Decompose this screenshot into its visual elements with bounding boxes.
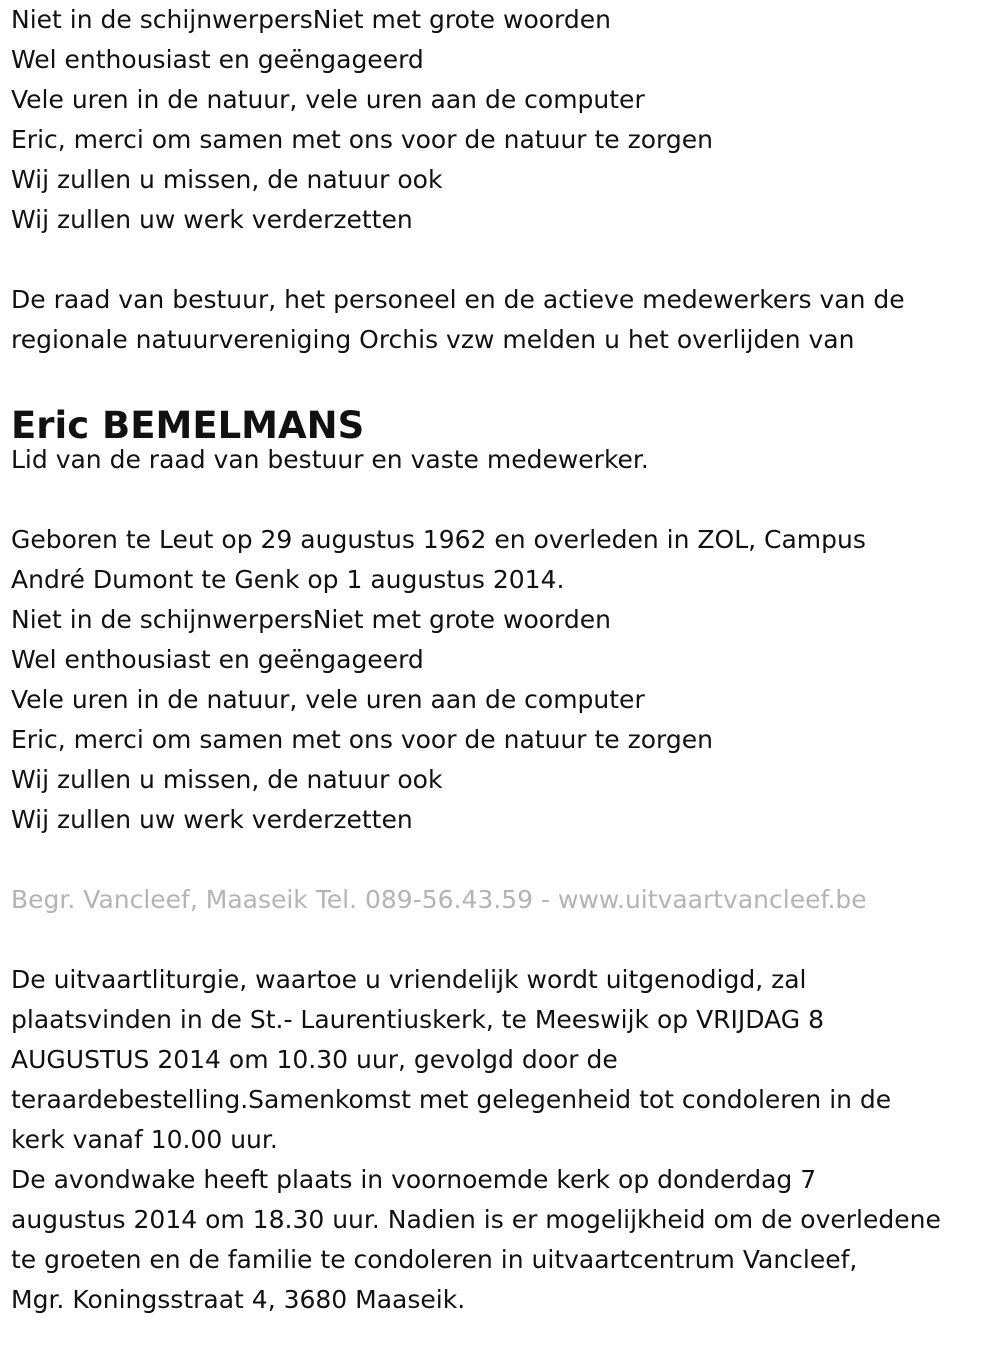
spacer	[11, 840, 996, 880]
poem-line: Niet in de schijnwerpersNiet met grote woorden	[11, 5, 611, 34]
announcement	[11, 280, 996, 360]
deceased-role: Lid van de raad van bestuur en vaste medewerker.	[11, 445, 649, 474]
funeral-info	[11, 960, 996, 1320]
poem-line: Vele uren in de natuur, vele uren aan de computer	[11, 85, 645, 114]
funeral-line: te groeten en de familie te condoleren in uitvaartcentrum Vancleef,	[11, 1245, 858, 1274]
poem-line: Wij zullen u missen, de natuur ook	[11, 765, 443, 794]
poem-line: Eric, merci om samen met ons voor de natuur te zorgen	[11, 725, 713, 754]
birth-death-line: Geboren te Leut op 29 augustus 1962 en overleden in ZOL, Campus	[11, 525, 866, 554]
spacer	[11, 920, 996, 960]
obituary-document	[11, 0, 996, 1320]
funeral-line: De uitvaartliturgie, waartoe u vriendelijk wordt uitgenodigd, zal	[11, 965, 807, 994]
poem-line: Wij zullen u missen, de natuur ook	[11, 165, 443, 194]
poem-line: Wel enthousiast en geëngageerd	[11, 45, 424, 74]
poem-line: Wij zullen uw werk verderzetten	[11, 205, 413, 234]
spacer	[11, 360, 996, 400]
poem-top	[11, 0, 996, 240]
spacer	[11, 480, 996, 520]
poem-line: Niet in de schijnwerpersNiet met grote woorden	[11, 605, 611, 634]
funeral-line: Mgr. Koningsstraat 4, 3680 Maaseik.	[11, 1285, 466, 1314]
birth-death-line: André Dumont te Genk op 1 augustus 2014.	[11, 565, 565, 594]
funeral-line: AUGUSTUS 2014 om 10.30 uur, gevolgd door de	[11, 1045, 618, 1074]
poem-line: Wij zullen uw werk verderzetten	[11, 805, 413, 834]
spacer	[11, 240, 996, 280]
funeral-line: plaatsvinden in de St.- Laurentiuskerk, te Meeswijk op VRIJDAG 8	[11, 1005, 824, 1034]
announcement-line: De raad van bestuur, het personeel en de actieve medewerkers van de	[11, 285, 905, 314]
poem-bottom	[11, 600, 996, 840]
funeral-line: augustus 2014 om 18.30 uur. Nadien is er mogelijkheid om de overledene	[11, 1205, 941, 1234]
poem-line: Eric, merci om samen met ons voor de natuur te zorgen	[11, 125, 713, 154]
announcement-line: regionale natuurvereniging Orchis vzw melden u het overlijden van	[11, 325, 855, 354]
birth-death-info	[11, 520, 996, 600]
deceased-name: Eric BEMELMANS	[11, 404, 365, 447]
poem-line: Vele uren in de natuur, vele uren aan de computer	[11, 685, 645, 714]
poem-line: Wel enthousiast en geëngageerd	[11, 645, 424, 674]
funeral-line: kerk vanaf 10.00 uur.	[11, 1125, 278, 1154]
funeral-line: De avondwake heeft plaats in voornoemde kerk op donderdag 7	[11, 1165, 817, 1194]
funeral-line: teraardebestelling.Samenkomst met gelegenheid tot condoleren in de	[11, 1085, 892, 1114]
undertaker-info: Begr. Vancleef, Maaseik Tel. 089-56.43.59 - www.uitvaartvancleef.be	[11, 885, 867, 914]
